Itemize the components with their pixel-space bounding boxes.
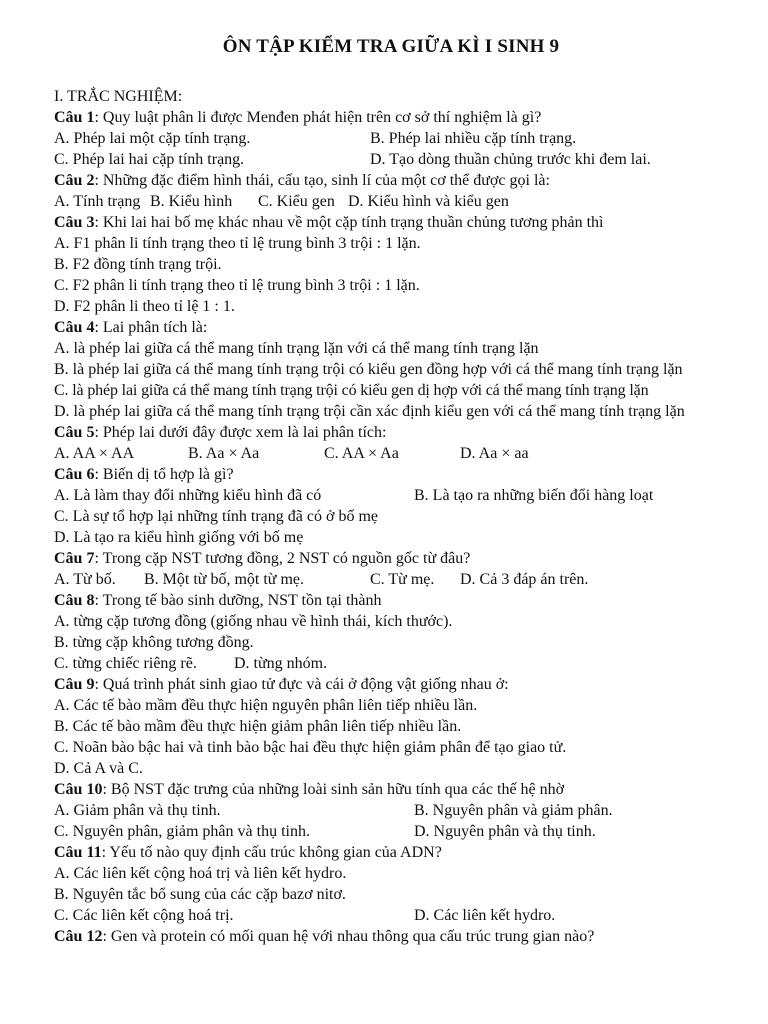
answer-a: A. Từ bố. xyxy=(54,571,116,588)
question-6 xyxy=(54,464,728,485)
question-number: Câu 5 xyxy=(54,424,95,441)
question-8 xyxy=(54,590,728,611)
answer-row xyxy=(54,800,728,821)
question-number: Câu 1 xyxy=(54,109,95,126)
answer-a: A. Các liên kết cộng hoá trị và liên kết hydro. xyxy=(54,865,347,882)
question-text: : Khi lai hai bố mẹ khác nhau về một cặp tính trạng thuần chủng tương phản thì xyxy=(94,214,604,231)
answer-row xyxy=(54,653,728,674)
answer-c: C. Kiểu gen xyxy=(258,193,335,210)
answer-d: D. Cả A và C. xyxy=(54,760,143,777)
question-text: : Những đặc điểm hình thái, cấu tạo, sinh lí của một cơ thể được gọi là: xyxy=(94,172,550,189)
question-text: : Quá trình phát sinh giao tử đực và cái ở động vật giống nhau ở: xyxy=(94,676,509,693)
answer-d: D. Cả 3 đáp án trên. xyxy=(460,571,589,588)
answer-c: C. F2 phân li tính trạng theo tỉ lệ trung bình 3 trội : 1 lặn. xyxy=(54,277,420,294)
answer-b: B. Nguyên tắc bổ sung của các cặp bazơ nitơ. xyxy=(54,886,346,903)
page-title: ÔN TẬP KIỂM TRA GIỮA KÌ I SINH 9 xyxy=(222,36,560,57)
answer-a: A. AA × AA xyxy=(54,445,135,462)
answer-b: B. là phép lai giữa cá thể mang tính trạng trội có kiểu gen đồng hợp với cá thể mang tính trạng lặn xyxy=(54,361,683,378)
answer-d: D. là phép lai giữa cá thể mang tính trạng trội cần xác định kiểu gen với cá thể mang tính trạng lặn xyxy=(54,403,685,420)
answer-row xyxy=(54,569,728,590)
answer-row xyxy=(54,149,728,170)
answer-d: D. Kiểu hình và kiểu gen xyxy=(348,193,509,210)
answer-c: C. Nguyên phân, giảm phân và thụ tinh. xyxy=(54,823,310,840)
question-9 xyxy=(54,674,728,695)
answer-a: A. Giảm phân và thụ tinh. xyxy=(54,802,221,819)
answer-row xyxy=(54,443,728,464)
answer-b: B. Phép lai nhiều cặp tính trạng. xyxy=(370,130,577,147)
question-2 xyxy=(54,170,728,191)
question-text: : Bộ NST đặc trưng của những loài sinh sản hữu tính qua các thế hệ nhờ xyxy=(102,781,565,798)
answer-b: B. Là tạo ra những biến đổi hàng loạt xyxy=(414,487,654,504)
answer-d: D. Là tạo ra kiểu hình giống với bố mẹ xyxy=(54,529,304,546)
question-number: Câu 4 xyxy=(54,319,95,336)
question-1 xyxy=(54,107,728,128)
answer-b: B. từng cặp không tương đồng. xyxy=(54,634,254,651)
answer-c: C. là phép lai giữa cá thể mang tính trạng trội có kiểu gen dị hợp với cá thể mang tính trạng lặn xyxy=(54,382,649,399)
question-number: Câu 6 xyxy=(54,466,95,483)
answer-c: C. Các liên kết cộng hoá trị. xyxy=(54,907,234,924)
answer-row xyxy=(54,191,728,212)
section-heading: I. TRẮC NGHIỆM: xyxy=(54,88,183,105)
answer-row xyxy=(54,485,728,506)
answer-b: B. F2 đồng tính trạng trội. xyxy=(54,256,222,273)
answer-c: C. Từ mẹ. xyxy=(370,571,435,588)
answer-d: D. Các liên kết hydro. xyxy=(414,907,556,924)
answer-c: C. Là sự tổ hợp lại những tính trạng đã có ở bố mẹ xyxy=(54,508,378,525)
answer-d: D. Aa × aa xyxy=(460,445,529,462)
question-text: : Quy luật phân li được Menđen phát hiện trên cơ sở thí nghiệm là gì? xyxy=(94,109,542,126)
answer-d: D. Nguyên phân và thụ tinh. xyxy=(414,823,596,840)
question-number: Câu 12 xyxy=(54,928,103,945)
answer-a: A. từng cặp tương đồng (giống nhau về hình thái, kích thước). xyxy=(54,613,453,630)
answer-row xyxy=(54,128,728,149)
answer-b: B. Một từ bố, một từ mẹ. xyxy=(144,571,305,588)
question-4 xyxy=(54,317,728,338)
question-3 xyxy=(54,212,728,233)
answer-a: A. F1 phân li tính trạng theo tỉ lệ trung bình 3 trội : 1 lặn. xyxy=(54,235,421,252)
question-11 xyxy=(54,842,728,863)
answer-c: C. Noãn bào bậc hai và tinh bào bậc hai đều thực hiện giảm phân để tạo giao tử. xyxy=(54,739,567,756)
answer-c: C. từng chiếc riêng rẽ. xyxy=(54,655,197,672)
question-text: : Lai phân tích là: xyxy=(94,319,208,336)
question-number: Câu 9 xyxy=(54,676,95,693)
answer-c: C. AA × Aa xyxy=(324,445,399,462)
answer-a: A. là phép lai giữa cá thể mang tính trạng lặn với cá thể mang tính trạng lặn xyxy=(54,340,539,357)
question-number: Câu 10 xyxy=(54,781,103,798)
question-7 xyxy=(54,548,728,569)
question-text: : Trong tế bào sinh dưỡng, NST tồn tại thành xyxy=(94,592,382,609)
question-text: : Biến dị tổ hợp là gì? xyxy=(94,466,234,483)
answer-b: B. Aa × Aa xyxy=(188,445,260,462)
question-5 xyxy=(54,422,728,443)
question-number: Câu 8 xyxy=(54,592,95,609)
question-text: : Gen và protein có mối quan hệ với nhau thông qua cấu trúc trung gian nào? xyxy=(102,928,595,945)
question-number: Câu 7 xyxy=(54,550,95,567)
answer-b: B. Các tế bào mầm đều thực hiện giảm phân liên tiếp nhiều lần. xyxy=(54,718,462,735)
answer-row xyxy=(54,821,728,842)
question-number: Câu 2 xyxy=(54,172,95,189)
answer-a: A. Là làm thay đổi những kiểu hình đã có xyxy=(54,487,322,504)
answer-d: D. từng nhóm. xyxy=(234,655,328,672)
answer-b: B. Kiểu hình xyxy=(150,193,233,210)
question-12 xyxy=(54,926,728,947)
answer-a: A. Phép lai một cặp tính trạng. xyxy=(54,130,251,147)
answer-c: C. Phép lai hai cặp tính trạng. xyxy=(54,151,245,168)
answer-row xyxy=(54,905,728,926)
answer-b: B. Nguyên phân và giảm phân. xyxy=(414,802,613,819)
answer-d: D. F2 phân li theo tỉ lệ 1 : 1. xyxy=(54,298,235,315)
question-text: : Trong cặp NST tương đồng, 2 NST có nguồn gốc từ đâu? xyxy=(94,550,471,567)
answer-d: D. Tạo dòng thuần chủng trước khi đem lai. xyxy=(370,151,651,168)
question-number: Câu 3 xyxy=(54,214,95,231)
question-text: : Phép lai dưới đây được xem là lai phân tích: xyxy=(94,424,387,441)
question-number: Câu 11 xyxy=(54,844,102,861)
answer-a: A. Các tế bào mầm đều thực hiện nguyên phân liên tiếp nhiều lần. xyxy=(54,697,478,714)
question-10 xyxy=(54,779,728,800)
answer-a: A. Tính trạng xyxy=(54,193,141,210)
question-text: : Yếu tố nào quy định cấu trúc không gian của ADN? xyxy=(101,844,442,861)
